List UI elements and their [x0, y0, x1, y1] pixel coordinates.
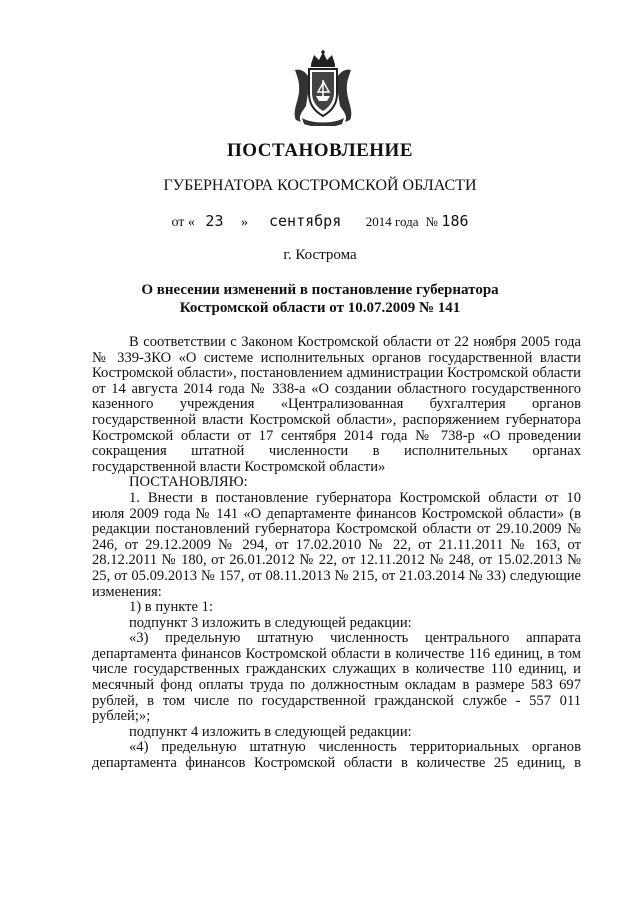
paragraph-subpoint-4-text: «4) предельную штатную численность территориальных органов департамента финансов Костромской области в количестве 25 единиц, в	[92, 739, 581, 772]
paragraph-preamble: В соответствии с Законом Костромской области от 22 ноября 2005 года № 339-ЗКО «О системе исполнительных органов государственной власти Костромской области», постановлением администрации Костромской области от 14 августа 2014 года № 338-а «О создании областного государственного казенного учреждения «Централизованная бухгалтерия органов государственной власти Костромской области», распоряжением губернатора Костромской области от 17 сентября 2014 года № 738-р «О проведении сокращения штатной численности в исполнительных органах государственной власти Костромской области»	[92, 334, 581, 475]
paragraph-subitem-1: 1) в пункте 1:	[129, 599, 214, 616]
date-mid: »	[240, 215, 248, 230]
coat-of-arms-emblem-icon	[292, 50, 354, 126]
date-line	[0, 212, 640, 231]
city: г. Кострома	[283, 247, 357, 263]
paragraph-decree: ПОСТАНОВЛЯЮ:	[129, 474, 248, 491]
paragraph-item-1: 1. Внести в постановление губернатора Костромской области от 10 июля 2009 года № 141 «О департаменте финансов Костромской области» (в редакции постановлений губернатора Костромской области от 29.10.2009 № 246, от 29.12.2009 № 294, от 17.02.2010 № 22, от 21.11.2011 № 163, от 28.12.2011 № 180, от 26.01.2012 № 22, от 12.11.2012 № 248, от 15.02.2013 № 25, от 05.09.2013 № 157, от 08.11.2013 № 215, от 21.03.2014 № 33) следующие изменения:	[92, 489, 581, 600]
document-heading	[0, 281, 640, 317]
document-subtitle: ГУБЕРНАТОРА КОСТРОМСКОЙ ОБЛАСТИ	[163, 177, 477, 194]
document-number: 186	[441, 212, 469, 230]
paragraph-subpoint-3-text: «3) предельную штатную численность центрального аппарата департамента финансов Костромской области в количестве 116 единиц, в том числе государственных гражданских служащих в количестве 110 единиц, и месячный фонд оплаты труда по должностным окладам в размере 583 697 рублей, в том числе по государственной гражданской службе - 557 011 рублей;»;	[92, 630, 581, 725]
document-title: ПОСТАНОВЛЕНИЕ	[226, 140, 414, 161]
date-year: 2014 года	[365, 214, 419, 229]
heading-line-2: Костромской области от 10.07.2009 № 141	[179, 300, 461, 316]
number-sign: №	[425, 214, 438, 229]
paragraph-subpoint-3-intro: подпункт 3 изложить в следующей редакции:	[129, 614, 412, 631]
paragraph-subpoint-4-intro: подпункт 4 изложить в следующей редакции:	[129, 723, 412, 740]
date-prefix: от «	[171, 215, 195, 230]
date-day: 23	[205, 212, 224, 230]
date-month: сентября	[268, 212, 342, 230]
heading-line-1: О внесении изменений в постановление губернатора	[141, 282, 499, 298]
document-body	[92, 335, 581, 772]
